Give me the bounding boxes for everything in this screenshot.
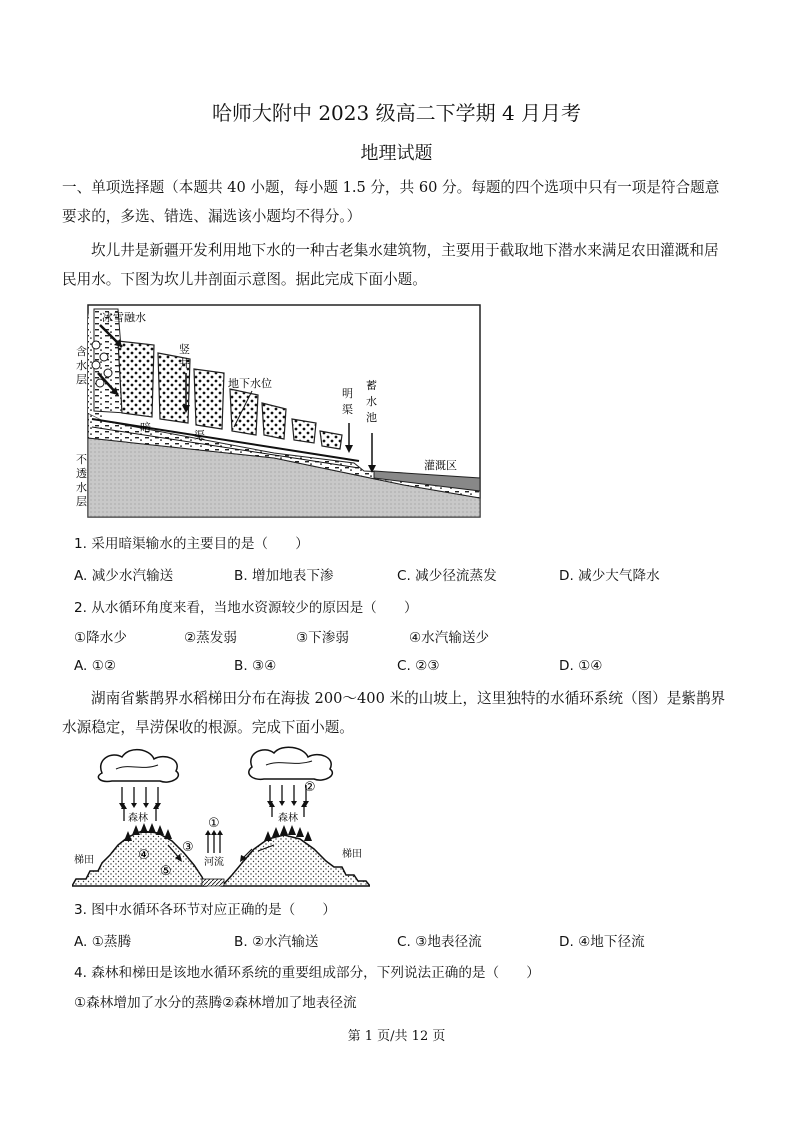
label-num-1: ① xyxy=(208,816,220,831)
label-impermeable-2: 透 xyxy=(76,467,87,480)
question-3-stem: 3. 图中水循环各环节对应正确的是（ ） xyxy=(74,902,336,918)
q1-option-c[interactable]: C. 减少径流蒸发 xyxy=(397,568,497,584)
terrace-water-cycle-diagram xyxy=(72,745,370,889)
question-2-stem: 2. 从水循环角度来看，当地水资源较少的原因是（ ） xyxy=(74,600,418,616)
label-snowmelt: 冰雪融水 xyxy=(102,311,146,324)
section-instruction: 一、单项选择题（本题共 40 小题，每小题 1.5 分，共 60 分。每题的四个选项中只有一项是符合题意要求的，多选、错选、漏选该小题均不得分。） xyxy=(62,179,720,225)
page-subtitle: 地理试题 xyxy=(360,143,433,164)
q2-option-a[interactable]: A. ①② xyxy=(74,658,117,674)
label-num-4: ④ xyxy=(138,848,150,863)
q4-items: ①森林增加了水分的蒸腾②森林增加了地表径流 xyxy=(74,995,357,1011)
label-forest-right: 森林 xyxy=(278,813,298,824)
label-impermeable-1: 不 xyxy=(76,453,87,466)
page-title: 哈师大附中 2023 级高二下学期 4 月月考 xyxy=(211,101,582,125)
label-aquifer-2: 水 xyxy=(76,359,87,372)
label-aquifer-3: 层 xyxy=(76,373,87,386)
q2-item-2: ②蒸发弱 xyxy=(184,630,237,646)
label-reservoir-1: 蓄 xyxy=(366,379,377,392)
label-dark-canal-2: 渠 xyxy=(194,429,205,442)
label-shaft-2: 井 xyxy=(179,357,190,370)
label-shaft-1: 竖 xyxy=(179,343,190,356)
intro-paragraph-2: 湖南省紫鹊界水稻梯田分布在海拔 200～400 米的山坡上，这里独特的水循环系统（图）是紫鹊界水源稳定，旱涝保收的根源。完成下面小题。 xyxy=(62,690,726,736)
question-1-stem: 1. 采用暗渠输水的主要目的是（ ） xyxy=(74,536,309,552)
q2-option-d[interactable]: D. ①④ xyxy=(559,658,603,674)
label-terrace-right: 梯田 xyxy=(342,849,362,860)
label-terrace-left: 梯田 xyxy=(74,855,94,866)
label-open-canal-2: 渠 xyxy=(342,403,353,416)
label-num-3: ③ xyxy=(182,840,194,855)
label-irrigation: 灌溉区 xyxy=(424,459,457,472)
q2-item-3: ③下渗弱 xyxy=(296,630,349,646)
q1-option-a[interactable]: A. 减少水汽输送 xyxy=(74,568,174,584)
label-impermeable-3: 水 xyxy=(76,481,87,494)
question-4-stem: 4. 森林和梯田是该地水循环系统的重要组成部分，下列说法正确的是（ ） xyxy=(74,965,540,981)
q2-item-1: ①降水少 xyxy=(74,630,127,646)
q3-option-b[interactable]: B. ②水汽输送 xyxy=(234,934,319,950)
q1-option-b[interactable]: B. 增加地表下渗 xyxy=(234,568,334,584)
label-open-canal-1: 明 xyxy=(342,387,353,400)
q2-option-b[interactable]: B. ③④ xyxy=(234,658,277,674)
label-reservoir-2: 水 xyxy=(366,395,377,408)
karez-diagram xyxy=(74,303,482,519)
q3-option-d[interactable]: D. ④地下径流 xyxy=(559,934,645,950)
label-impermeable-4: 层 xyxy=(76,495,87,508)
label-reservoir-3: 池 xyxy=(366,411,377,424)
q2-option-c[interactable]: C. ②③ xyxy=(397,658,440,674)
label-water-table: 地下水位 xyxy=(228,377,272,390)
q1-option-d[interactable]: D. 减少大气降水 xyxy=(559,568,660,584)
label-river: 河流 xyxy=(204,857,224,868)
q2-item-4: ④水汽输送少 xyxy=(409,630,490,646)
label-forest-left: 森林 xyxy=(128,813,148,824)
label-num-2: ② xyxy=(304,780,316,795)
q3-option-a[interactable]: A. ①蒸腾 xyxy=(74,934,132,950)
label-num-5: ⑤ xyxy=(160,864,172,879)
label-dark-canal-1: 暗 xyxy=(140,421,151,434)
q3-option-c[interactable]: C. ③地表径流 xyxy=(397,934,482,950)
page-footer: 第 1 页/共 12 页 xyxy=(347,1029,446,1044)
label-aquifer-1: 含 xyxy=(76,345,87,358)
intro-paragraph-1: 坎儿井是新疆开发利用地下水的一种古老集水建筑物，主要用于截取地下潜水来满足农田灌溉和居民用水。下图为坎儿井剖面示意图。据此完成下面小题。 xyxy=(62,242,719,288)
